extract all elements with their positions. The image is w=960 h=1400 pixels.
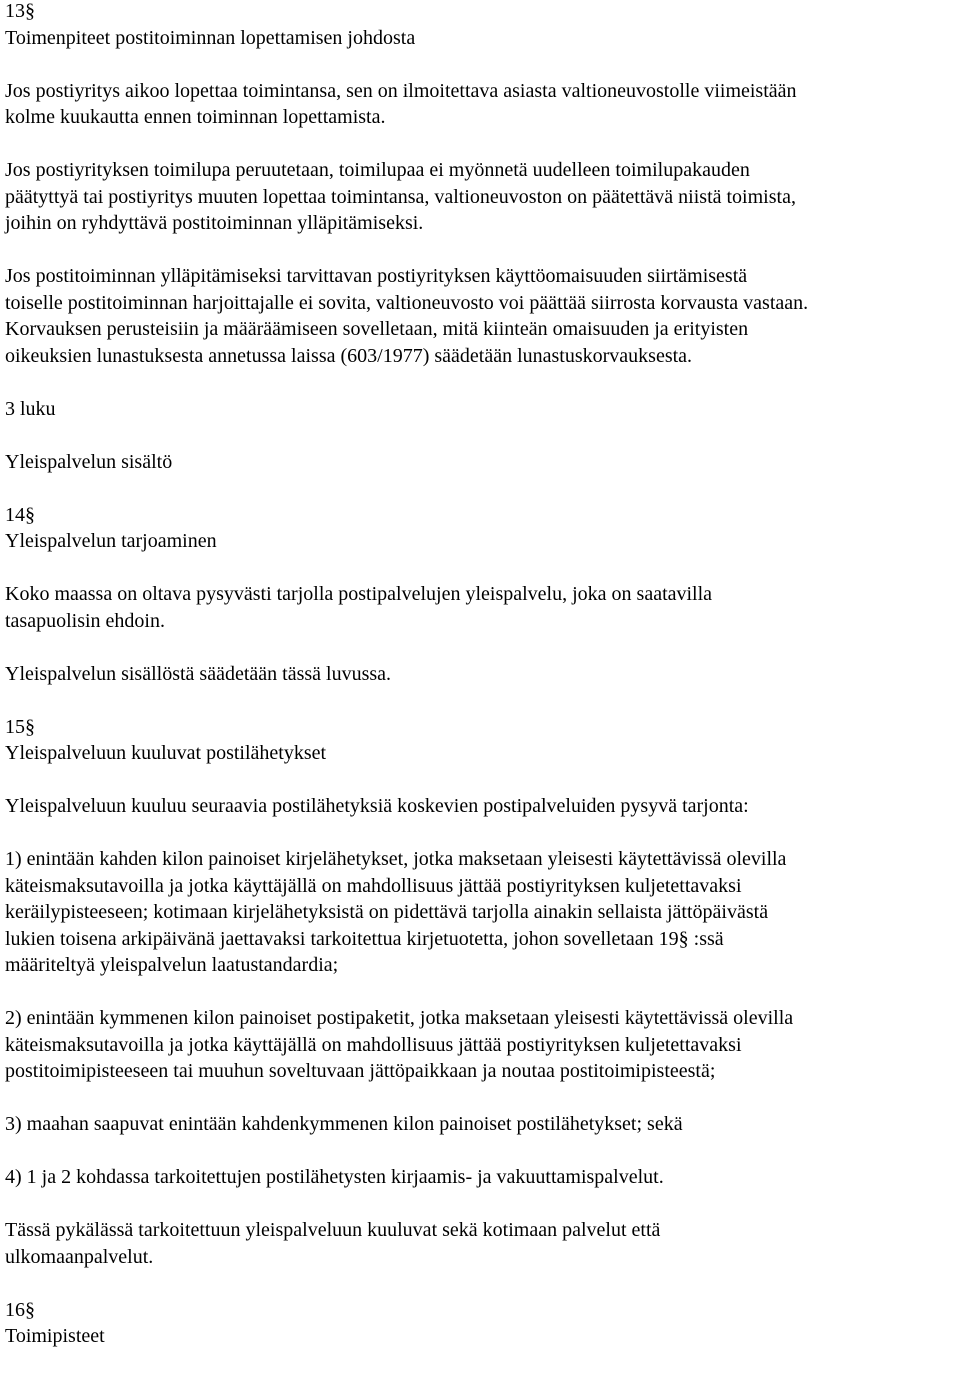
text-line: Koko maassa on oltava pysyvästi tarjolla postipalvelujen yleispalvelu, joka on saatavilla	[5, 583, 713, 605]
text-line: 4) 1 ja 2 kohdassa tarkoitettujen postilähetysten kirjaamis- ja vakuuttamispalvelut.	[5, 1166, 664, 1188]
text-line: 3) maahan saapuvat enintään kahdenkymmenen kilon painoiset postilähetykset; sekä	[5, 1113, 683, 1135]
section-sign-icon: §	[25, 503, 35, 526]
text-line: toiselle postitoiminnan harjoittajalle ei sovita, valtioneuvosto voi päättää siirrosta korvausta vastaan.	[5, 291, 809, 314]
document-page	[5, 0, 957, 1350]
section-16	[5, 1297, 957, 1350]
text-fragment: :ssä	[688, 927, 724, 950]
text-line: tasapuolisin ehdoin.	[5, 609, 165, 632]
text-line: joihin on ryhdyttävä postitoiminnan ylläpitämiseksi.	[5, 212, 424, 234]
section-title: Yleispalvelun tarjoaminen	[5, 530, 217, 552]
section-number	[5, 714, 957, 741]
section-sign-icon: §	[25, 715, 35, 738]
text-line: postitoimipisteeseen tai muuhun soveltuvaan jättöpaikkaan ja noutaa postitoimipisteestä;	[5, 1060, 716, 1082]
chapter-number: 3 luku	[5, 397, 56, 420]
section-number-value: 14	[5, 503, 25, 526]
list-item	[5, 846, 957, 979]
text-line: päätyttyä tai postiyritys muuten lopettaa toimintansa, valtioneuvoston on päätettävä niistä toimista,	[5, 185, 796, 208]
chapter-title: Yleispalvelun sisältö	[5, 450, 173, 473]
section-number	[5, 1297, 957, 1324]
paragraph	[5, 581, 957, 634]
section-number-value: 16	[5, 1298, 25, 1321]
text-line	[5, 926, 957, 953]
paragraph	[5, 78, 957, 131]
section-15	[5, 714, 957, 767]
section-14	[5, 502, 957, 555]
section-sign-icon: §	[678, 927, 689, 950]
section-title: Yleispalveluun kuuluvat postilähetykset	[5, 742, 327, 764]
text-line: määriteltyä yleispalvelun laatustandardia;	[5, 954, 339, 976]
section-number-value: 13	[5, 0, 25, 22]
text-line: ulkomaanpalvelut.	[5, 1245, 154, 1268]
chapter-label	[5, 396, 957, 423]
text-fragment: lukien toisena arkipäivänä jaettavaksi tarkoitettua kirjetuotetta, johon sovelletaan 19	[5, 927, 679, 950]
text-line: Yleispalveluun kuuluu seuraavia postilähetyksiä koskevien postipalveluiden pysyvä tarjonta:	[5, 795, 749, 817]
text-line: Jos postitoiminnan ylläpitämiseksi tarvittavan postiyrityksen käyttöomaisuuden siirtämisestä	[5, 265, 748, 287]
section-number-value: 15	[5, 715, 25, 738]
section-sign-icon: §	[25, 0, 35, 22]
text-line: keräilypisteeseen; kotimaan kirjelähetyksistä on pidettävä tarjolla ainakin sellaista jättöpäivästä	[5, 901, 769, 923]
text-line: Korvauksen perusteisiin ja määräämiseen sovelletaan, mitä kiinteän omaisuuden ja erityisten	[5, 318, 749, 340]
list-item	[5, 1164, 957, 1191]
text-line: 1) enintään kahden kilon painoiset kirjelähetykset, jotka maksetaan yleisesti käytettävissä olevilla	[5, 848, 787, 870]
text-line: käteismaksutavoilla ja jotka käyttäjällä on mahdollisuus jättää postiyrityksen kuljetettavaksi	[5, 1033, 742, 1056]
text-line: Jos postiyritys aikoo lopettaa toimintansa, sen on ilmoitettava asiasta valtioneuvostolle viimeistään	[5, 79, 797, 102]
section-number	[5, 0, 957, 25]
section-number	[5, 502, 957, 529]
list-item	[5, 1005, 957, 1085]
text-line: oikeuksien lunastuksesta annetussa laissa (603/1977) säädetään lunastuskorvauksesta.	[5, 344, 693, 367]
text-line: käteismaksutavoilla ja jotka käyttäjällä on mahdollisuus jättää postiyrityksen kuljetettavaksi	[5, 874, 742, 897]
section-title: Toimipisteet	[5, 1325, 105, 1347]
section-title: Toimenpiteet postitoiminnan lopettamisen johdosta	[5, 26, 416, 49]
list-item	[5, 1111, 957, 1138]
text-line: Yleispalvelun sisällöstä säädetään tässä luvussa.	[5, 662, 392, 685]
text-line: kolme kuukautta ennen toiminnan lopettamista.	[5, 106, 386, 128]
paragraph	[5, 793, 957, 820]
chapter-heading	[5, 449, 957, 476]
text-line: Tässä pykälässä tarkoitettuun yleispalveluun kuuluvat sekä kotimaan palvelut että	[5, 1219, 661, 1241]
paragraph	[5, 263, 957, 369]
text-line: Jos postiyrityksen toimilupa peruutetaan, toimilupaa ei myönnetä uudelleen toimilupakauden	[5, 159, 750, 181]
paragraph	[5, 1217, 957, 1270]
text-line: 2) enintään kymmenen kilon painoiset postipaketit, jotka maksetaan yleisesti käytettävissä olevilla	[5, 1007, 794, 1029]
paragraph	[5, 661, 957, 688]
section-sign-icon: §	[25, 1298, 35, 1321]
section-13	[5, 0, 957, 51]
paragraph	[5, 157, 957, 237]
